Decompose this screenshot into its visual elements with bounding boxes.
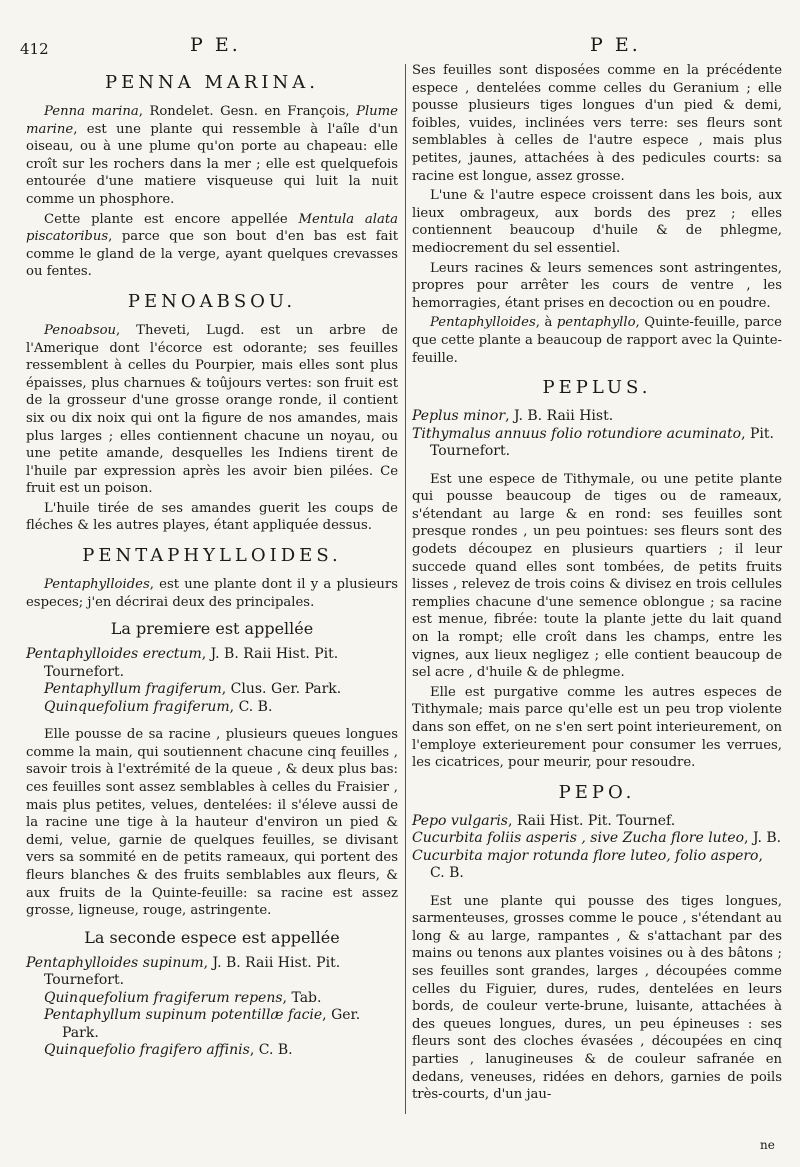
latin-term: pentaphyllo <box>556 315 636 331</box>
entry-heading-penoabsou: PENOABSOU. <box>127 290 297 312</box>
synonym-list <box>26 646 398 716</box>
entry-paragraph: L'huile tirée de ses amandes guerit les coups de fléches & les autres playes, étant appliquée dessus. <box>26 500 398 534</box>
column-divider <box>405 64 406 1114</box>
synonym-line: Pentaphyllum fragiferum, Clus. Ger. Park. <box>44 681 342 698</box>
sub-heading-second-species: La seconde espece est appellée <box>84 927 340 947</box>
synonym-list <box>412 408 782 461</box>
entry-heading-penna-marina: PENNA MARINA. <box>104 72 320 93</box>
synonym-line: Quinquefolio fragifero affinis, C. B. <box>44 1042 293 1059</box>
left-column <box>26 62 398 1070</box>
synonym-line: Quinquefolium fragiferum, C. B. <box>44 698 273 715</box>
synonym-line: Peplus minor, J. B. Raii Hist. <box>412 408 614 425</box>
entry-paragraph: Penoabsou, Theveti, Lugd. est un arbre de l'Amerique dont l'écorce est odorante; ses feuilles ressemblent à celles du Pourpier, mais elles sont plus épaisses, plus charnues & toûjours vertes: son fruit est de la grosseur d'une grosse orange ronde, il contient six ou dix noix qui ont la figure de nos amandes, mais plus larges ; elles contiennent chacune un noyau, ou une petite amande, desquelles les Indiens tirent de l'huile par expression après les avoir bien pilées. Ce fruit est un poison. <box>26 322 398 497</box>
running-title-right: P E. <box>590 34 641 56</box>
synonym-line: Tithymalus annuus folio rotundiore acuminato, Pit. Tournefort. <box>412 425 774 460</box>
entry-paragraph: Penna marina, Rondelet. Gesn. en François, Plume marine, est une plante qui ressemble à l'aîle d'un oiseau, ou à une plume qu'on porte au chapeau: elle croît sur les rochers dans la mer ; elle est quelquefois entourée d'une matiere visqueuse qui luit la nuit comme un phosphore. <box>26 104 398 207</box>
entry-paragraph: L'une & l'autre espece croissent dans les bois, aux lieux ombrageux, aux bords des prez ; elles contiennent beaucoup d'huile & de phlegme, mediocrement du sel essentiel. <box>412 188 782 256</box>
latin-term: Penna marina <box>44 104 139 119</box>
entry-heading-peplus: PEPLUS. <box>542 377 652 399</box>
synonym-line: Pentaphylloides erectum, J. B. Raii Hist. Pit. Tournefort. <box>26 646 339 680</box>
catchword: ne <box>760 1138 775 1152</box>
synonym-line: Pentaphylloides supinum, J. B. Raii Hist. Pit. Tournefort. <box>26 954 341 989</box>
latin-term: Plume marine <box>26 104 398 137</box>
latin-term: Pentaphylloides <box>44 577 150 593</box>
entry-paragraph: Est une espece de Tithymale, ou une petite plante qui pousse beaucoup de tiges ou de rameaux, s'étendant au large & en rond: ses feuilles sont presque rondes , un peu pointues: ses fleurs sont des godets découpez en plusieurs quartiers ; il leur succede quand elles sont tombées, de petits fruits lisses , relevez de trois coins & divisez en trois cellules remplies chacune d'une semence oblongue ; sa racine est menue, fibrée: toute la plante jette du lait quand on la rompt; elle croît dans les champs, entre les vignes, aux lieux negligez ; elle contient beaucoup de sel acre , d'huile & de phlegme. <box>412 471 782 681</box>
synonym-line: Pepo vulgaris, Raii Hist. Pit. Tournef. <box>412 812 676 829</box>
latin-term: Mentula alata piscatoribus <box>26 211 398 245</box>
synonym-line: Cucurbita foliis asperis , sive Zucha flore luteo, J. B. <box>412 830 782 847</box>
latin-term: Penoabsou <box>44 322 117 338</box>
latin-term: Pentaphylloides <box>430 315 536 331</box>
synonym-list <box>26 955 398 1060</box>
entry-heading-pentaphylloides: PENTAPHYLLOIDES. <box>82 545 342 567</box>
entry-paragraph: Pentaphylloides, à pentaphyllo, Quinte-feuille, parce que cette plante a beaucoup de rapport avec la Quinte-feuille. <box>412 315 782 366</box>
running-title-left: P E. <box>190 34 241 56</box>
sub-heading-first-species: La premiere est appellée <box>110 619 314 639</box>
synonym-line: Quinquefolium fragiferum repens, Tab. <box>44 989 322 1006</box>
entry-paragraph: Leurs racines & leurs semences sont astringentes, propres pour arrêter les cours de ventre , les hemorragies, étant prises en decoction ou en poudre. <box>412 260 782 311</box>
entry-paragraph: Pentaphylloides, est une plante dont il y a plusieurs especes; j'en décrirai deux des principales. <box>26 577 398 610</box>
synonym-line: Cucurbita major rotunda flore luteo, folio aspero, C. B. <box>412 847 763 882</box>
entry-paragraph: Elle pousse de sa racine , plusieurs queues longues comme la main, qui soutiennent chacune cinq feuilles , savoir trois à l'extrémité de la queue , & deux plus bas: ces feuilles sont assez semblables à celles du Fraisier , mais plus petites, velues, dentelées: il s'éleve aussi de la racine une tige à la hauteur d'environ un pied & demi, velue, garnie de quelques feuilles, se divisant vers sa sommité en de petits rameaux, qui portent des fleurs blanches & des fruits semblables aux fleurs, & aux fruits de la Quinte-feuille: sa racine est assez grosse, ligneuse, rouge, astringente. <box>26 727 398 919</box>
right-column <box>412 62 782 1106</box>
entry-paragraph: Elle est purgative comme les autres especes de Tithymale; mais parce qu'elle est un peu trop violente dans son effet, on ne s'en sert point interieurement, on l'employe exterieurement pour consumer les verrues, les cicatrices, pour meurir, pour resoudre. <box>412 684 782 771</box>
synonym-list <box>412 813 782 883</box>
entry-paragraph: Est une plante qui pousse des tiges longues, sarmenteuses, grosses comme le pouce , s'étendant au long & au large, rampantes , & s'attachant par des mains ou tenons aux plantes voisines ou à des bâtons ; ses feuilles sont grandes, larges , découpées comme celles du Figuier, dures, rudes, dentelées en leurs bords, de couleur verte-brune, luisante, attachées à des queues longues, dures, un peu épineuses : ses fleurs sont des cloches évasées , découpées en cinq parties , lanugineuses & de couleur safranée en dedans, veneuses, ridées en dehors, garnies de poils très-courts, d'un jau- <box>412 893 782 1103</box>
entry-heading-pepo: PEPO. <box>558 781 636 803</box>
entry-paragraph: Cette plante est encore appellée Mentula alata piscatoribus, parce que son bout d'en bas est fait comme le gland de la verge, ayant quelques crevasses ou fentes. <box>26 211 398 280</box>
synonym-line: Pentaphyllum supinum potentillæ facie, Ger. Park. <box>44 1007 361 1041</box>
running-head <box>0 34 800 60</box>
entry-paragraph: Ses feuilles sont disposées comme en la précédente espece , dentelées comme celles du Geranium ; elle pousse plusieurs tiges longues d'un pied & demi, foibles, vuides, inclinées vers terre: ses fleurs sont semblables à celles de l'autre espece , mais plus petites, jaunes, attachées à des pedicules courts: sa racine est longue, assez grosse. <box>412 63 782 184</box>
page-number: 412 <box>20 40 49 58</box>
